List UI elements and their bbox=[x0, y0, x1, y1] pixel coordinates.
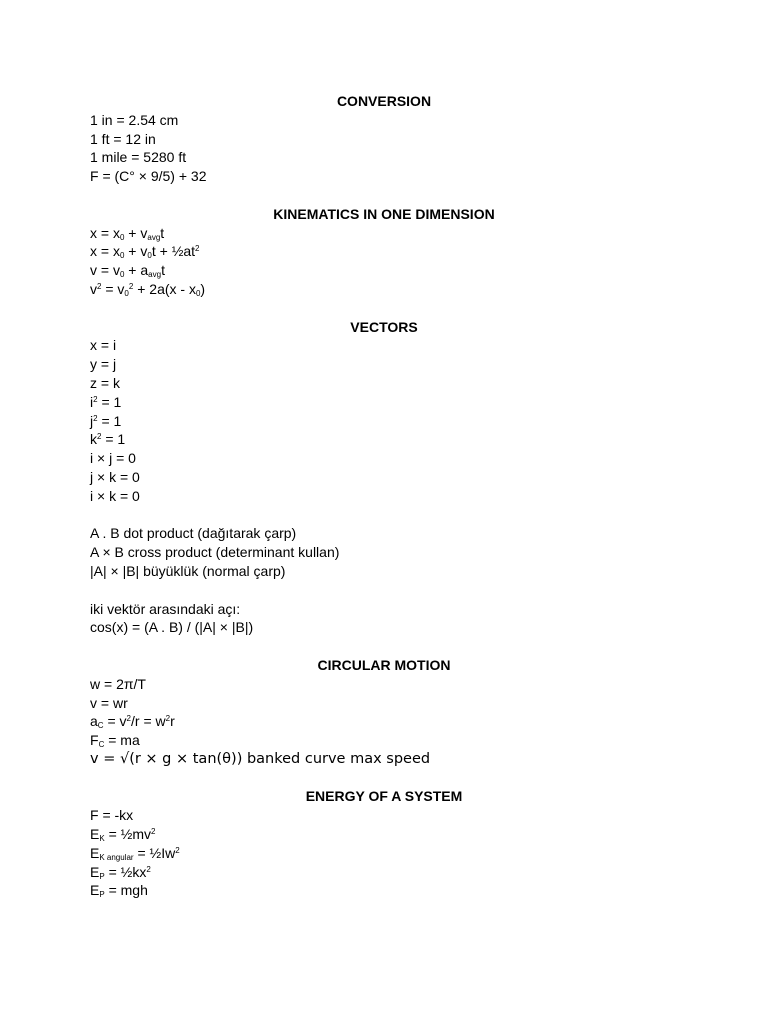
energy-line: $E_P$ = $\frac{1}{2}kx^2$ bbox=[90, 863, 151, 881]
vectors-line: A . B dot product (dağıtarak çarp) bbox=[90, 525, 297, 542]
vectors-line: j × k = 0 bbox=[90, 468, 140, 485]
vectors-section bbox=[90, 318, 678, 638]
vectors-line: iki vektör arasındaki açı: bbox=[90, 600, 241, 617]
circular-line: w = 2π/T bbox=[90, 675, 146, 692]
vectors-line: A × B cross product (determinant kullan) bbox=[90, 544, 340, 561]
vectors-line: i × k = 0 bbox=[90, 487, 140, 504]
kinematics-formula: $v^2 = v_0^2 + 2a(x - x_0)$ bbox=[90, 280, 206, 298]
circular-line: v = √(r × g × tan(θ)) banked curve max speed bbox=[90, 750, 431, 767]
kinematics-formula: $v = v_0 + a_{avg}t$ bbox=[90, 262, 165, 280]
conversion-section bbox=[90, 92, 678, 186]
energy-section bbox=[90, 787, 678, 900]
circular-motion-heading: CIRCULAR MOTION bbox=[317, 656, 451, 673]
energy-line: $E_P$ = mgh bbox=[90, 882, 148, 900]
circular-line: $F_C$ = ma bbox=[90, 732, 140, 750]
vectors-heading: VECTORS bbox=[350, 318, 418, 335]
energy-line: F = -kx bbox=[90, 807, 134, 824]
vectors-line: y = j bbox=[90, 356, 117, 373]
kinematics-heading: KINEMATICS IN ONE DIMENSION bbox=[273, 205, 495, 222]
formula-sheet bbox=[90, 92, 678, 919]
conversion-line: 1 in = 2.54 cm bbox=[90, 111, 179, 128]
circular-line: v = wr bbox=[90, 694, 128, 711]
energy-heading: ENERGY OF A SYSTEM bbox=[305, 788, 463, 805]
circular-line: $a_C = v^2/r = w^2r$ bbox=[90, 713, 175, 731]
energy-line: $E_{K angular}$ = $\frac{1}{2}Iw^2$ bbox=[90, 844, 180, 862]
conversion-line: 1 mile = 5280 ft bbox=[90, 149, 187, 166]
kinematics-section bbox=[90, 205, 678, 299]
vectors-line: $k^2 = 1$ bbox=[90, 431, 126, 448]
energy-line: $E_K$ = $\frac{1}{2}mv^2$ bbox=[90, 826, 156, 844]
vectors-line: |A| × |B| büyüklük (normal çarp) bbox=[90, 562, 286, 579]
vectors-line: z = k bbox=[90, 374, 120, 391]
vectors-line: $i^2 = 1$ bbox=[90, 393, 122, 410]
conversion-line: F = (C° × 9/5) + 32 bbox=[90, 168, 207, 185]
vectors-line: x = i bbox=[90, 337, 117, 354]
vectors-line: $j^2 = 1$ bbox=[90, 412, 122, 429]
vectors-line: cos(x) = (A . B) / (|A| × |B|) bbox=[90, 619, 254, 636]
conversion-heading: CONVERSION bbox=[336, 93, 432, 109]
conversion-line: 1 ft = 12 in bbox=[90, 130, 156, 147]
kinematics-formula: $x = x_0 + v_{avg}t$ bbox=[90, 224, 165, 242]
vectors-line: i × j = 0 bbox=[90, 450, 136, 467]
kinematics-formula: $x = x_0 + v_0t$ + $\frac{1}{2}at^2$ bbox=[90, 243, 200, 261]
circular-motion-section bbox=[90, 656, 678, 769]
